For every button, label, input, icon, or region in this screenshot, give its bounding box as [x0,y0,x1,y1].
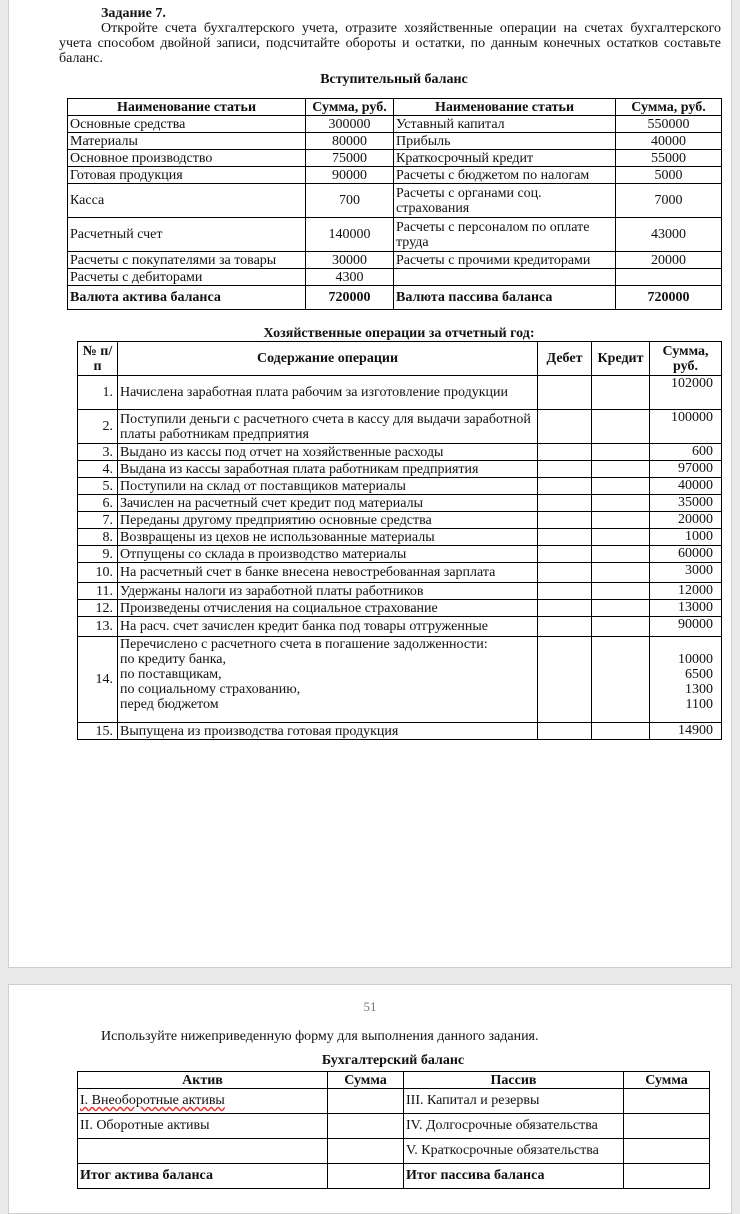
debit-cell [538,617,592,637]
operation-content: На расчетный счет в банке внесена невостребованная зарплата [118,563,538,583]
liability-name-cell: Расчеты с органами соц. страхования [394,184,616,218]
liability-sum-cell: 55000 [616,150,722,167]
credit-cell [592,410,650,444]
operation-row [78,512,722,529]
operation-content: На расч. счет зачислен кредит банка под товары отгруженные [118,617,538,637]
operation-row [78,376,722,410]
operation-content: Отпущены со склада в производство материалы [118,546,538,563]
debit-cell [538,410,592,444]
debit-cell [538,495,592,512]
operation-content [118,637,538,723]
debit-cell [538,600,592,617]
debit-cell [538,546,592,563]
form-header-liability: Пассив [404,1072,624,1089]
liability-name-cell: Краткосрочный кредит [394,150,616,167]
operation-content: Начислена заработная плата рабочим за изготовление продукции [118,376,538,410]
operation-row [78,495,722,512]
operation-index: 1. [78,376,118,410]
operation-content: Возвращены из цехов не использованные материалы [118,529,538,546]
header-liability-sum: Сумма, руб. [616,99,722,116]
form-header-asset: Актив [78,1072,328,1089]
operation-content: Произведены отчисления на социальное страхование [118,600,538,617]
balance-form-table [77,1071,710,1189]
operation-content: Зачислен на расчетный счет кредит под материалы [118,495,538,512]
operation-sum: 102000 [650,376,722,410]
operation-content-line: перед бюджетом [120,697,219,712]
asset-sum-cell: 300000 [306,116,394,133]
debit-cell [538,563,592,583]
form-total-row [78,1164,710,1189]
operation-index: 8. [78,529,118,546]
credit-cell [592,600,650,617]
operation-index: 9. [78,546,118,563]
operation-row [78,617,722,637]
operation-index: 4. [78,461,118,478]
form-row [78,1089,710,1114]
operation-content: Поступили на склад от поставщиков материалы [118,478,538,495]
spacer [652,637,713,652]
balance-row [68,167,722,184]
asset-name-cell: Основные средства [68,116,306,133]
liability-name-cell: Расчеты с персоналом по оплате труда [394,218,616,252]
form-liability-cell: III. Капитал и резервы [404,1089,624,1114]
operation-sum: 40000 [650,478,722,495]
credit-cell [592,617,650,637]
debit-cell [538,637,592,723]
asset-name-cell: Материалы [68,133,306,150]
form-header-liability-sum: Сумма [624,1072,710,1089]
operation-sum: 97000 [650,461,722,478]
balance-row [68,184,722,218]
form-asset-total: Итог актива баланса [78,1164,328,1189]
asset-sum-cell: 700 [306,184,394,218]
asset-name-cell: Основное производство [68,150,306,167]
operation-row [78,546,722,563]
asset-sum-cell: 90000 [306,167,394,184]
liability-sum-cell: 7000 [616,184,722,218]
page-1 [8,0,732,968]
balance-row [68,116,722,133]
asset-name-cell: Расчеты с покупателями за товары [68,252,306,269]
operation-index: 11. [78,583,118,600]
form-liability-total: Итог пассива баланса [404,1164,624,1189]
credit-cell [592,546,650,563]
operation-content: Поступили деньги с расчетного счета в кассу для выдачи заработной платы работникам предприятия [118,410,538,444]
debit-cell [538,583,592,600]
operation-sum: 60000 [650,546,722,563]
form-asset-total-sum [328,1164,404,1189]
debit-cell [538,461,592,478]
liability-sum-cell: 40000 [616,133,722,150]
form-asset-cell: I. Внеоборотные активы [78,1089,328,1114]
task-title: Задание 7. [101,6,166,21]
header-credit: Кредит [592,342,650,376]
asset-name-cell: Готовая продукция [68,167,306,184]
liability-name-cell: Расчеты с бюджетом по налогам [394,167,616,184]
credit-cell [592,583,650,600]
operation-sum: 600 [650,444,722,461]
operation-row [78,563,722,583]
liability-sum-cell [616,269,722,286]
page-2 [8,984,732,1214]
balance-row [68,133,722,150]
balance-row [68,269,722,286]
header-sum: Сумма, руб. [650,342,722,376]
operation-sub-sum: 6500 [685,667,713,682]
liability-total-label: Валюта пассива баланса [394,286,616,310]
operations-body [78,376,722,740]
form-row [78,1114,710,1139]
form-liability-cell: IV. Долгосрочные обязательства [404,1114,624,1139]
operation-sub-sum: 1300 [685,682,713,697]
balance-row [68,252,722,269]
credit-cell [592,637,650,723]
asset-total-sum: 720000 [306,286,394,310]
header-liability-name: Наименование статьи [394,99,616,116]
operation-index: 10. [78,563,118,583]
liability-name-cell: Прибыль [394,133,616,150]
operation-content: Выпущена из производства готовая продукция [118,723,538,740]
debit-cell [538,723,592,740]
operation-sum: 35000 [650,495,722,512]
operation-row [78,478,722,495]
form-note: Используйте нижеприведенную форму для выполнения данного задания. [101,1029,539,1044]
header-index: № п/п [78,342,118,376]
asset-sum-cell: 30000 [306,252,394,269]
asset-sum-cell: 80000 [306,133,394,150]
form-asset-cell [78,1139,328,1164]
form-row [78,1139,710,1164]
credit-cell [592,461,650,478]
operation-index: 12. [78,600,118,617]
form-caption: Бухгалтерский баланс [321,1053,465,1068]
operation-content-line: по поставщикам, [120,667,222,682]
form-asset-sum-cell [328,1089,404,1114]
operation-row [78,583,722,600]
asset-name-cell: Расчетный счет [68,218,306,252]
page-number: 51 [363,999,377,1014]
operation-sum: 14900 [650,723,722,740]
operation-row [78,461,722,478]
liability-total-sum: 720000 [616,286,722,310]
liability-sum-cell: 5000 [616,167,722,184]
operation-row [78,444,722,461]
credit-cell [592,563,650,583]
credit-cell [592,529,650,546]
operation-content-line: Перечислено с расчетного счета в погашение задолженности: [120,637,488,652]
operation-row [78,529,722,546]
operation-row [78,410,722,444]
liability-name-cell [394,269,616,286]
operation-sub-sum: 1100 [685,697,713,712]
operation-sub-sum: 10000 [678,652,713,667]
asset-sum-cell: 140000 [306,218,394,252]
form-asset-cell: II. Оборотные активы [78,1114,328,1139]
operation-sum: 13000 [650,600,722,617]
debit-cell [538,478,592,495]
asset-name-cell: Расчеты с дебиторами [68,269,306,286]
operation-content: Удержаны налоги из заработной платы работников [118,583,538,600]
operation-index: 2. [78,410,118,444]
header-asset-name: Наименование статьи [68,99,306,116]
form-asset-sum-cell [328,1114,404,1139]
liability-name-cell: Уставный капитал [394,116,616,133]
opening-balance-body [68,116,722,310]
balance-row [68,218,722,252]
balance-form-body [78,1089,710,1189]
operation-content-line: по кредиту банка, [120,652,227,667]
operation-content: Выдана из кассы заработная плата работникам предприятия [118,461,538,478]
form-liability-sum-cell [624,1114,710,1139]
operation-sum: 100000 [650,410,722,444]
form-liability-sum-cell [624,1139,710,1164]
form-liability-cell: V. Краткосрочные обязательства [404,1139,624,1164]
operations-table [77,341,722,740]
operation-sum: 20000 [650,512,722,529]
form-liability-total-sum [624,1164,710,1189]
liability-sum-cell: 20000 [616,252,722,269]
operation-row [78,723,722,740]
operation-row [78,600,722,617]
operation-index: 15. [78,723,118,740]
operation-sum: 90000 [650,617,722,637]
credit-cell [592,723,650,740]
form-liability-sum-cell [624,1089,710,1114]
form-asset-sum-cell [328,1139,404,1164]
asset-name-cell: Касса [68,184,306,218]
credit-cell [592,512,650,529]
form-header-asset-sum: Сумма [328,1072,404,1089]
liability-sum-cell: 43000 [616,218,722,252]
operation-sum: 3000 [650,563,722,583]
header-content: Содержание операции [118,342,538,376]
operation-index: 5. [78,478,118,495]
asset-sum-cell: 75000 [306,150,394,167]
operation-content: Переданы другому предприятию основные средства [118,512,538,529]
debit-cell [538,444,592,461]
asset-sum-cell: 4300 [306,269,394,286]
credit-cell [592,495,650,512]
opening-balance-table [67,98,722,310]
operation-index: 14. [78,637,118,723]
operation-index: 3. [78,444,118,461]
operation-row [78,637,722,723]
debit-cell [538,376,592,410]
credit-cell [592,478,650,495]
operation-sum: 1000 [650,529,722,546]
credit-cell [592,444,650,461]
task-text: Откройте счета бухгалтерского учета, отразите хозяйственные операции на счетах бухгалтерского учета способом двойной записи, подсчитайте обороты и остатки, по данным конечных остатков составьте баланс. [59,21,721,66]
operations-caption: Хозяйственные операции за отчетный год: [263,326,535,341]
operation-sum: 12000 [650,583,722,600]
balance-total-row [68,286,722,310]
operation-index: 13. [78,617,118,637]
asset-total-label: Валюта актива баланса [68,286,306,310]
balance-row [68,150,722,167]
debit-cell [538,529,592,546]
operation-sum [650,637,722,723]
operation-index: 6. [78,495,118,512]
debit-cell [538,512,592,529]
header-asset-sum: Сумма, руб. [306,99,394,116]
operation-content-line: по социальному страхованию, [120,682,301,697]
liability-sum-cell: 550000 [616,116,722,133]
header-debit: Дебет [538,342,592,376]
opening-balance-caption: Вступительный баланс [320,72,468,87]
operation-content: Выдано из кассы под отчет на хозяйственные расходы [118,444,538,461]
operation-index: 7. [78,512,118,529]
credit-cell [592,376,650,410]
liability-name-cell: Расчеты с прочими кредиторами [394,252,616,269]
